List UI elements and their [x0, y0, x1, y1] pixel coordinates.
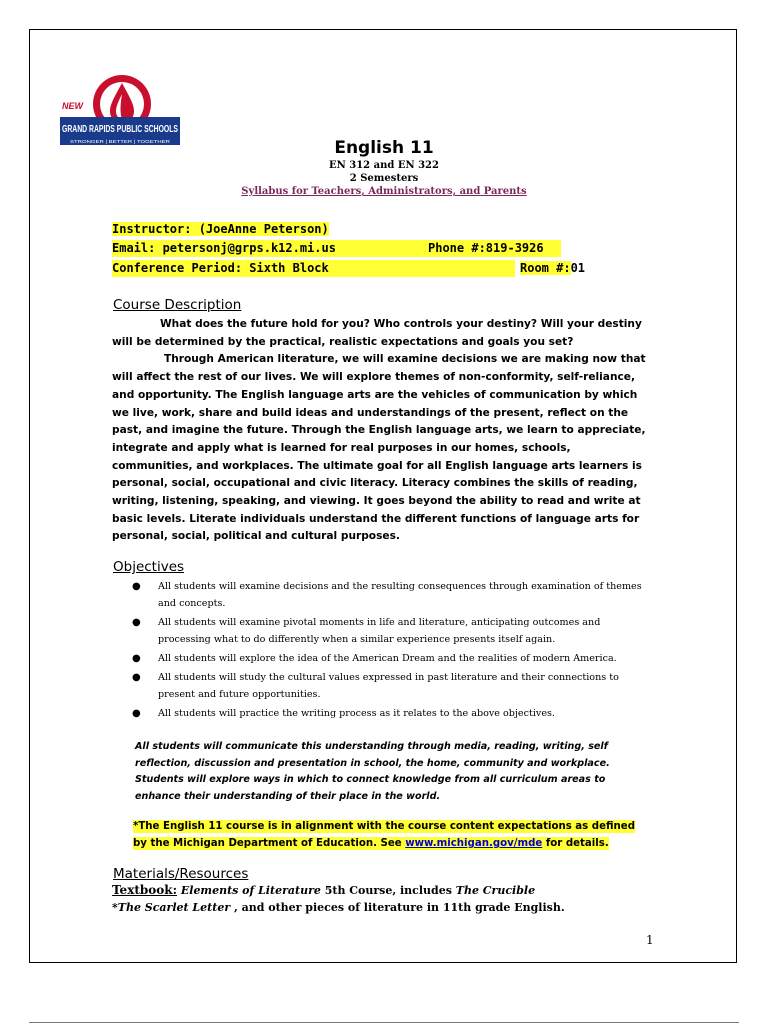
objective-text: All students will examine pivotal moments in life and literature, anticipating outcomes and processing what to do differently when a similar experience presents itself again.	[158, 617, 601, 645]
mde-link[interactable]: www.michigan.gov/mde	[405, 838, 543, 849]
instructor-email: Email: petersonj@grps.k12.mi.us	[112, 240, 561, 257]
list-item	[130, 705, 650, 722]
objectives-list	[130, 578, 650, 724]
objective-text: All students will explore the idea of the American Dream and the realities of modern America.	[158, 653, 617, 664]
bottom-divider	[29, 1022, 739, 1023]
room-label: Room #:	[520, 261, 571, 275]
conference-period: Conference Period: Sixth Block	[112, 260, 515, 277]
list-item	[130, 614, 650, 648]
list-item	[130, 650, 650, 667]
list-item	[130, 578, 650, 612]
course-codes: EN 312 and EN 322	[329, 160, 439, 171]
objective-text: All students will examine decisions and the resulting consequences through examination of themes and concepts.	[158, 581, 642, 609]
logo-badge-text: NEW	[62, 101, 83, 111]
course-description-body	[112, 316, 652, 546]
instructor-name	[112, 221, 329, 238]
course-duration: 2 Semesters	[349, 173, 419, 184]
instructor-phone: Phone #:819-3926	[428, 241, 544, 255]
textbook-rest: 5th Course, includes	[320, 884, 456, 897]
objectives-heading: Objectives	[113, 559, 185, 575]
room-number	[520, 260, 585, 277]
list-item	[130, 669, 650, 703]
novel-rest: , and other pieces of literature in 11th grade English.	[230, 901, 565, 914]
syllabus-audience: Syllabus for Teachers, Administrators, and Parents	[241, 186, 527, 197]
objectives-note: All students will communicate this understanding through media, reading, writing, self reflection, discussion and presentation in school, the home, community and workplace. Students will explore ways in which to connect knowledge from all curriculum areas to enhance their understanding of their place in the world.	[135, 741, 610, 802]
logo-name-text: GRAND RAPIDS PUBLIC SCHOOLS	[62, 123, 178, 135]
textbook-play: The Crucible	[455, 884, 536, 897]
bullet-icon: ●	[132, 672, 141, 683]
page-title: English 11	[334, 138, 434, 158]
textbook-label: Textbook:	[112, 883, 178, 897]
page-number: 1	[646, 933, 654, 947]
textbook-line	[112, 883, 535, 897]
objective-text: All students will study the cultural values expressed in past literature and their connections to present and future opportunities.	[158, 672, 619, 700]
alignment-note	[133, 818, 643, 852]
novel-prefix: *	[112, 901, 118, 914]
materials-heading: Materials/Resources	[113, 866, 249, 882]
alignment-text-end: for details.	[542, 838, 609, 849]
novel-title: The Scarlet Letter	[117, 901, 231, 914]
instructor-name-text: Instructor: (JoeAnne Peterson)	[112, 222, 329, 236]
logo-tagline-text: STRONGER | BETTER | TOGETHER	[70, 139, 171, 144]
room-value: 01	[570, 261, 586, 275]
alignment-text: *The English 11 course is in alignment with the course content expectations as defined by the Michigan Department of Education. See	[133, 821, 635, 849]
novel-line	[112, 901, 565, 914]
bullet-icon: ●	[132, 708, 141, 719]
bullet-icon: ●	[132, 653, 141, 664]
course-description-para-1: What does the future hold for you? Who controls your destiny? Will your destiny will be determined by the practical, realistic expectations and goals you set?	[112, 318, 642, 348]
objective-text: All students will practice the writing process as it relates to the above objectives.	[158, 708, 555, 719]
bullet-icon: ●	[132, 617, 141, 628]
textbook-title: Elements of Literature	[180, 884, 321, 897]
course-description-para-2: Through American literature, we will examine decisions we are making now that will affect the rest of our lives. We will explore themes of non-conformity, self-reliance, and opportunity. The English language arts are the vehicles of communication by which we live, work, share and build ideas and understandings of the present, reflect on the past, and imagine the future. Through the English language arts, we learn to appreciate, integrate and apply what is learned for real purposes in our homes, schools, communities, and workplaces. The ultimate goal for all English language arts learners is personal, social, occupational and civic literacy. Literacy combines the skills of reading, writing, listening, speaking, and viewing. It goes beyond the ability to read and write at basic levels. Literate individuals understand the different functions of language arts for personal, social, political and cultural purposes.	[112, 353, 646, 543]
course-description-heading: Course Description	[113, 297, 242, 313]
bullet-icon: ●	[132, 581, 141, 592]
